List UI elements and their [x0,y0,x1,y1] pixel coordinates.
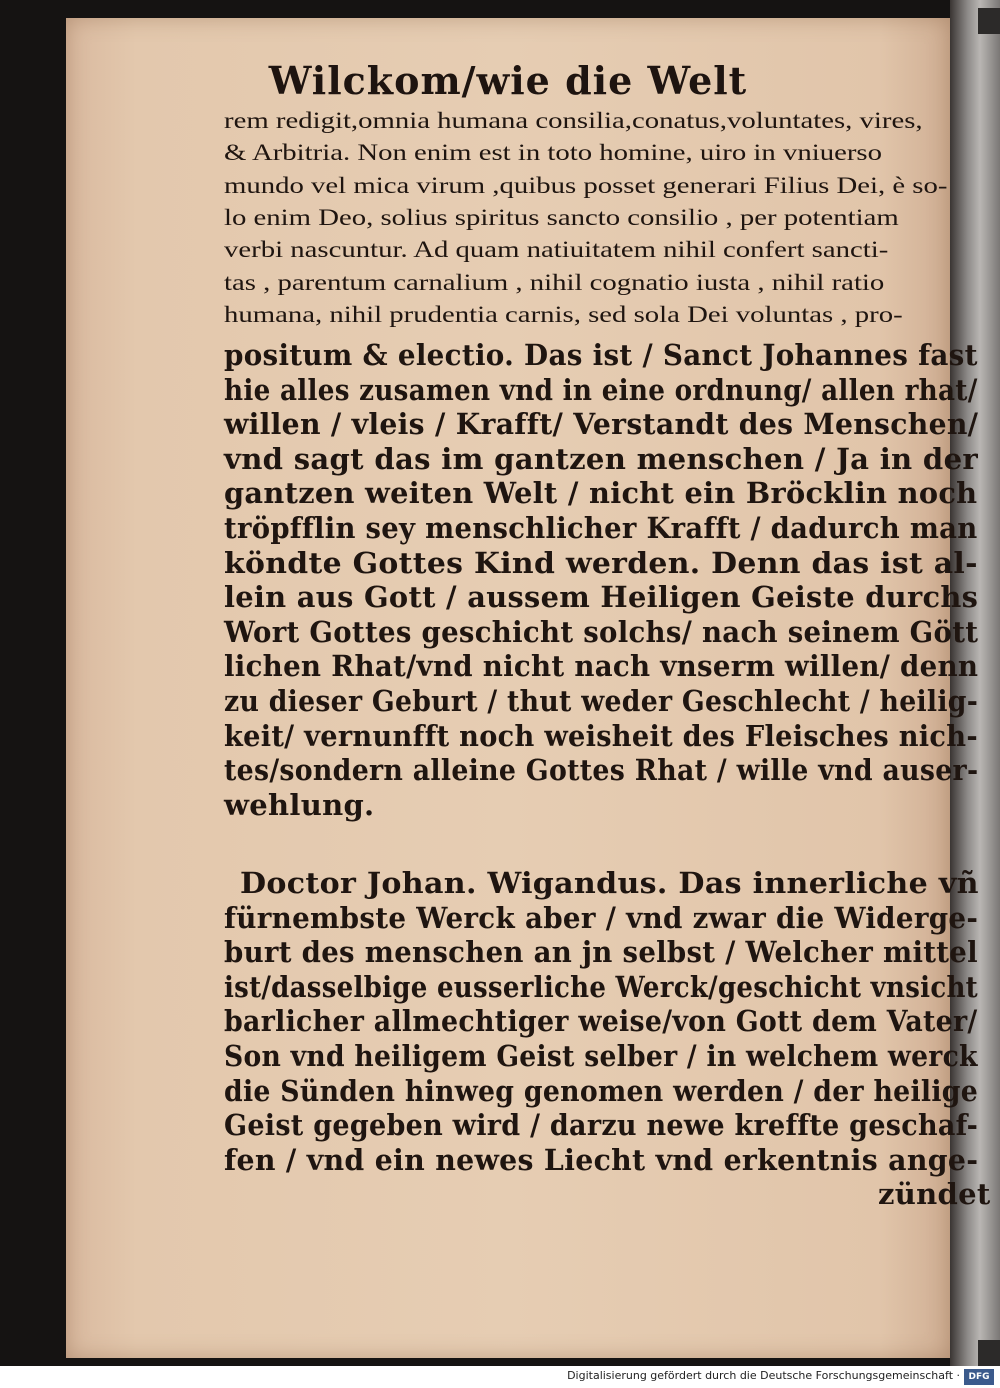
text-line: die Sünden hinweg genomen werden / der heilige [224,1073,979,1108]
text-line: tes/sondern alleine Gottes Rhat / wille vnd auser- [224,753,979,788]
text-line: ist/dasselbige eusserliche Werck/geschicht vnsicht [224,969,978,1004]
text-line: mundo vel mica virum ,quibus posset generari Filius Dei, è so- [224,172,948,198]
dfg-logo: DFG [964,1369,994,1385]
text-line: tröpfflin sey menschlicher Krafft / dadurch man [224,511,978,545]
text-line: willen / vleis / Krafft/ Verstandt des Menschen/ [224,407,979,442]
funding-credit: Digitalisierung gefördert durch die Deutsche Forschungsgemeinschaft · [567,1369,960,1382]
text-line: lo enim Deo, solius spiritus sancto consilio , per potentiam [224,204,899,230]
text-line: Wort Gottes geschicht solchs/ nach seinem Gött [224,614,979,649]
text-line: Geist gegeben wird / darzu newe kreffte geschaf- [224,1108,979,1143]
text-line: barlicher allmechtiger weise/von Gott dem Vater/ [224,1004,978,1039]
text-line: fen / vnd ein newes Liecht vnd erkentnis ange- [224,1142,979,1177]
text-line: positum & electio. Das ist / Sanct Johannes fast [224,338,978,372]
text-line: verbi nascuntur. Ad quam natiuitatem nihil confert sancti- [224,237,889,263]
text-line: zu dieser Geburt / thut weder Geschlecht / heilig- [224,684,979,718]
text-line: burt des menschen an jn selbst / Welcher mittel [224,935,978,970]
footer-bar [0,1366,1000,1388]
text-line: hie alles zusamen vnd in eine ordnung/ allen rhat/ [224,372,978,407]
text-line: lein aus Gott / aussem Heiligen Geiste durchs [224,580,979,615]
book-page [66,18,991,1358]
text-line: Son vnd heiligem Geist selber / in welchem werck [224,1039,978,1073]
text-line: & Arbitria. Non enim est in toto homine, uiro in vniuerso [224,140,882,166]
text-line: köndte Gottes Kind werden. Denn das ist al- [224,545,978,580]
text-line: vnd sagt das im gantzen menschen / Ja in der [224,441,979,476]
text-line: zündet [878,1177,991,1212]
text-line: lichen Rhat/vnd nicht nach vnserm willen/ denn [224,649,979,684]
text-line: Doctor Johan. Wigandus. Das innerliche vñ [240,866,979,900]
text-line: tas , parentum carnalium , nihil cognatio iusta , nihil ratio [224,269,885,295]
text-line: keit/ vernunfft noch weisheit des Fleisches nich- [224,718,978,753]
text-line: gantzen weiten Welt / nicht ein Bröcklin noch [224,476,978,511]
text-line: humana, nihil prudentia carnis, sed sola Dei voluntas , pro- [224,301,903,327]
text-line: wehlung. [224,787,375,822]
running-header: Wilckom/wie die Welt [268,58,748,103]
text-line: rem redigit,omnia humana consilia,conatus,voluntates, vires, [224,108,923,133]
text-line: fürnembste Werck aber / vnd zwar die Widerge- [224,900,979,935]
